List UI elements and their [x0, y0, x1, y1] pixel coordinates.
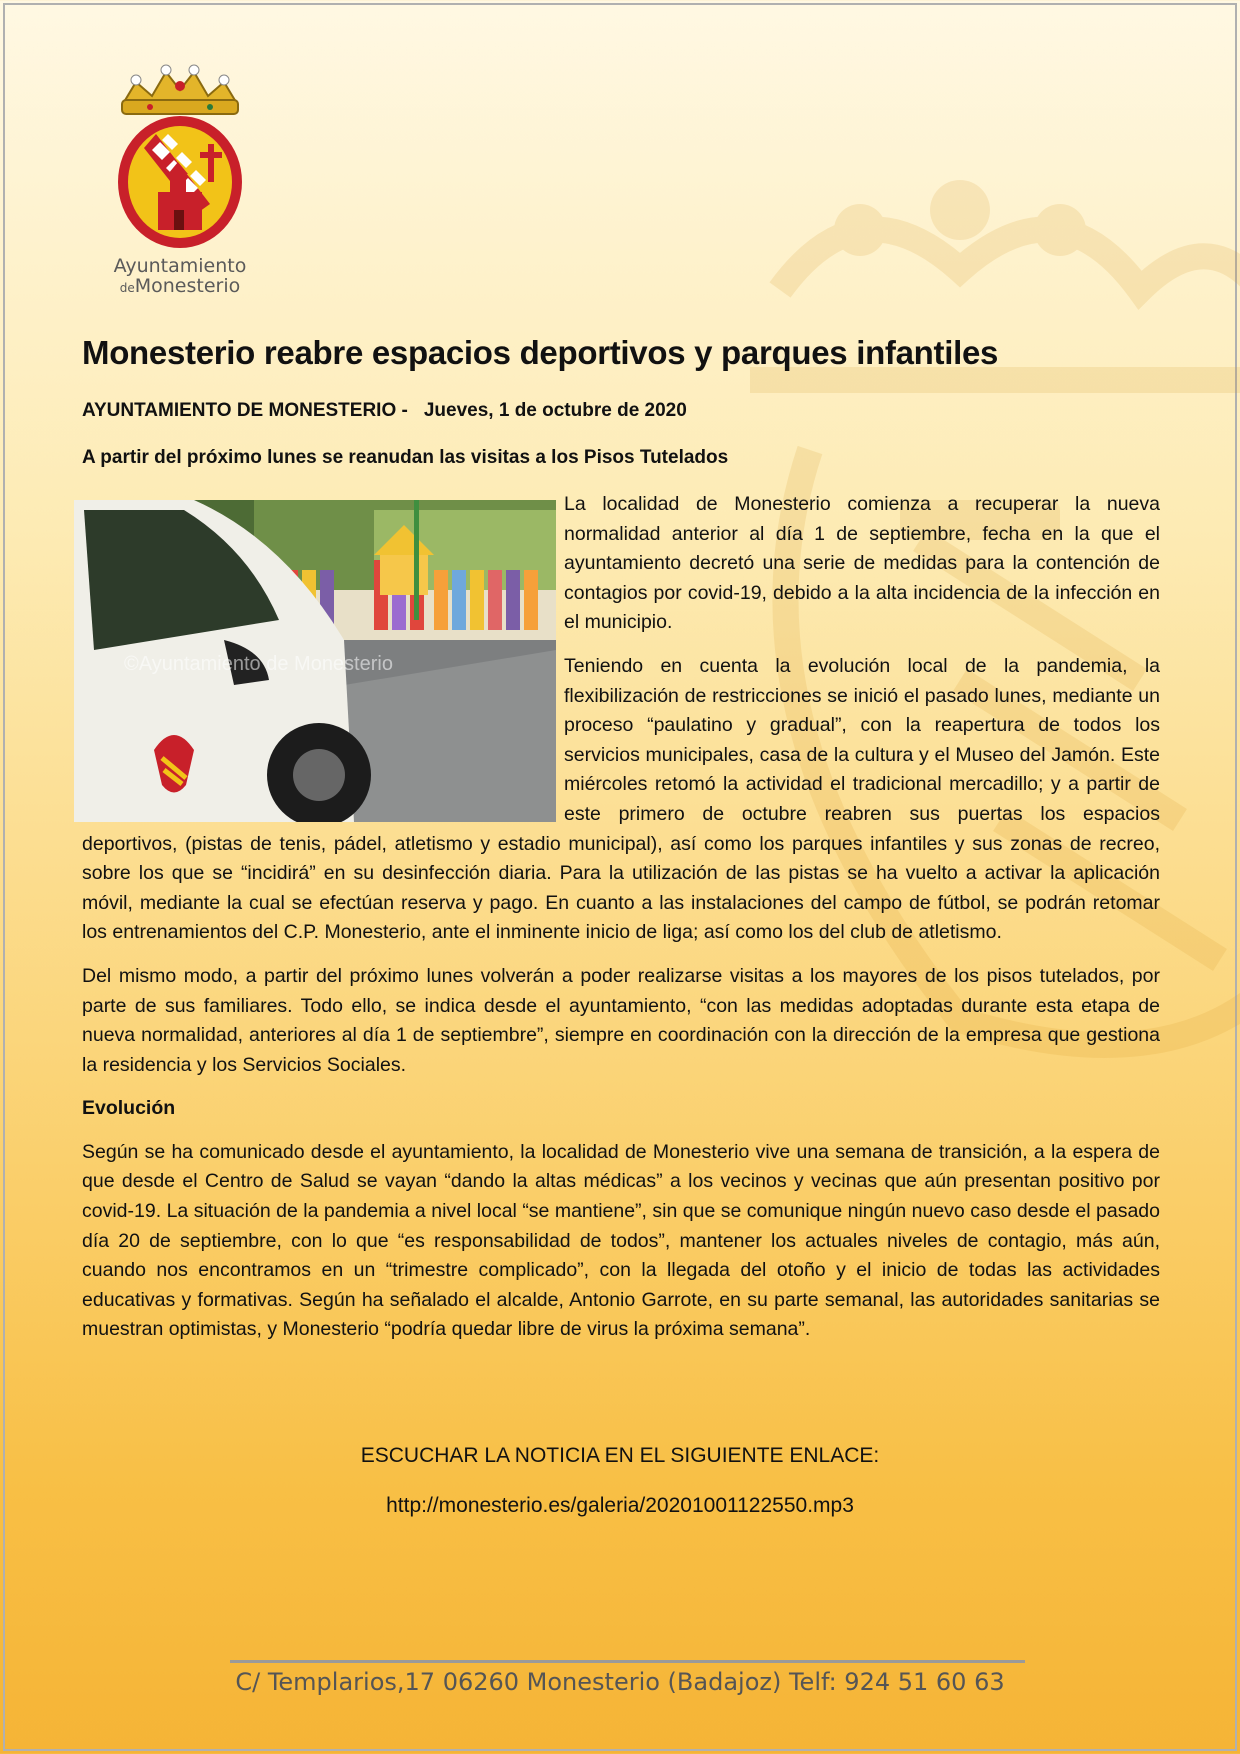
- article-subtitle: A partir del próximo lunes se reanudan las visitas a los Pisos Tutelados: [82, 447, 729, 468]
- audio-link[interactable]: http://monesterio.es/galeria/20201001122550.mp3: [386, 1494, 854, 1517]
- footer-divider: [230, 1660, 1025, 1663]
- logo-line-1: Ayuntamiento: [113, 255, 247, 277]
- paragraph-1: La localidad de Monesterio comienza a recuperar la nueva normalidad anterior al día 1 de septiembre, fecha en la que el ayuntamiento decretó una serie de medidas para la contención de contagios por covid-19, debido a la alta incidencia de la infección en el municipio.: [564, 493, 1160, 634]
- paragraph-2: Teniendo en cuenta la evolución local de la pandemia, la flexibilización de restricciones se inició el pasado lunes, mediante un proceso “paulatino y gradual”, con la reapertura de todos los servicios municipales, casa de la cultura y el Museo del Jamón. Este miércoles retomó la actividad el tradicional mercadillo; y a partir de este primero de octubre reabren sus puertas los espacios deportivos, (pistas de tenis, pádel, atletismo y estadio municipal), así como los parques infantiles y sus zonas de recreo, sobre los que se “incidirá” en su desinfección diaria. Para la utilización de las pistas se ha vuelto a activar la aplicación móvil, mediante la cual se efectúan reserva y pago. En cuanto a las instalaciones del campo de fútbol, se podrán retomar los entrenamientos del C.P. Monesterio, ante el inminente inicio de liga; así como los del club de atletismo.: [82, 654, 1160, 944]
- logo-line-2-small: de: [119, 281, 135, 295]
- byline-source: AYUNTAMIENTO DE MONESTERIO -: [82, 400, 408, 421]
- paragraph-3: Del mismo modo, a partir del próximo lunes volverán a poder realizarse visitas a los mayores de los pisos tutelados, por parte de sus familiares. Todo ello, se indica desde el ayuntamiento, “con las medidas adoptadas durante esta etapa de nueva normalidad, anteriores al día 1 de septiembre”, siempre en coordinación con la dirección de la empresa que gestiona la residencia y los Servicios Sociales.: [82, 964, 1160, 1076]
- photo-watermark: ©Ayuntamiento de Monesterio: [124, 653, 393, 675]
- logo-text: [100, 256, 260, 298]
- municipal-logo: [100, 64, 260, 304]
- section-heading: Evolución: [82, 1097, 176, 1120]
- logo-line-2: [100, 276, 260, 298]
- listen-label: ESCUCHAR LA NOTICIA EN EL SIGUIENTE ENLACE:: [360, 1444, 880, 1467]
- article-photo: [74, 500, 556, 822]
- byline-date: Jueves, 1 de octubre de 2020: [423, 400, 687, 421]
- article-title: Monesterio reabre espacios deportivos y parques infantiles: [82, 334, 999, 371]
- paragraph-4: Según se ha comunicado desde el ayuntamiento, la localidad de Monesterio vive una semana de transición, a la espera de que desde el Centro de Salud se vayan “dando la altas médicas” a los vecinos y vecinas que aún presentan positivo por covid-19. La situación de la pandemia a nivel local “se mantiene”, sin que se comunique ningún nuevo caso desde el pasado día 20 de septiembre, con lo que “es responsabilidad de todos”, mantener los actuales niveles de contagio, más aún, cuando nos encontramos en un “trimestre complicado”, con la llegada del otoño y el inicio de todas las actividades educativas y formativas. Según ha señalado el alcalde, Antonio Garrote, en su parte semanal, las autoridades sanitarias se muestran optimistas, y Monesterio “podría quedar libre de virus la próxima semana”.: [82, 1140, 1160, 1341]
- logo-line-2-main: Monesterio: [134, 275, 241, 297]
- footer-address: C/ Templarios,17 06260 Monesterio (Badajoz) Telf: 924 51 60 63: [235, 1668, 1005, 1696]
- article-body: [82, 490, 1160, 1359]
- byline: [82, 400, 687, 422]
- coat-of-arms-icon: [100, 64, 260, 254]
